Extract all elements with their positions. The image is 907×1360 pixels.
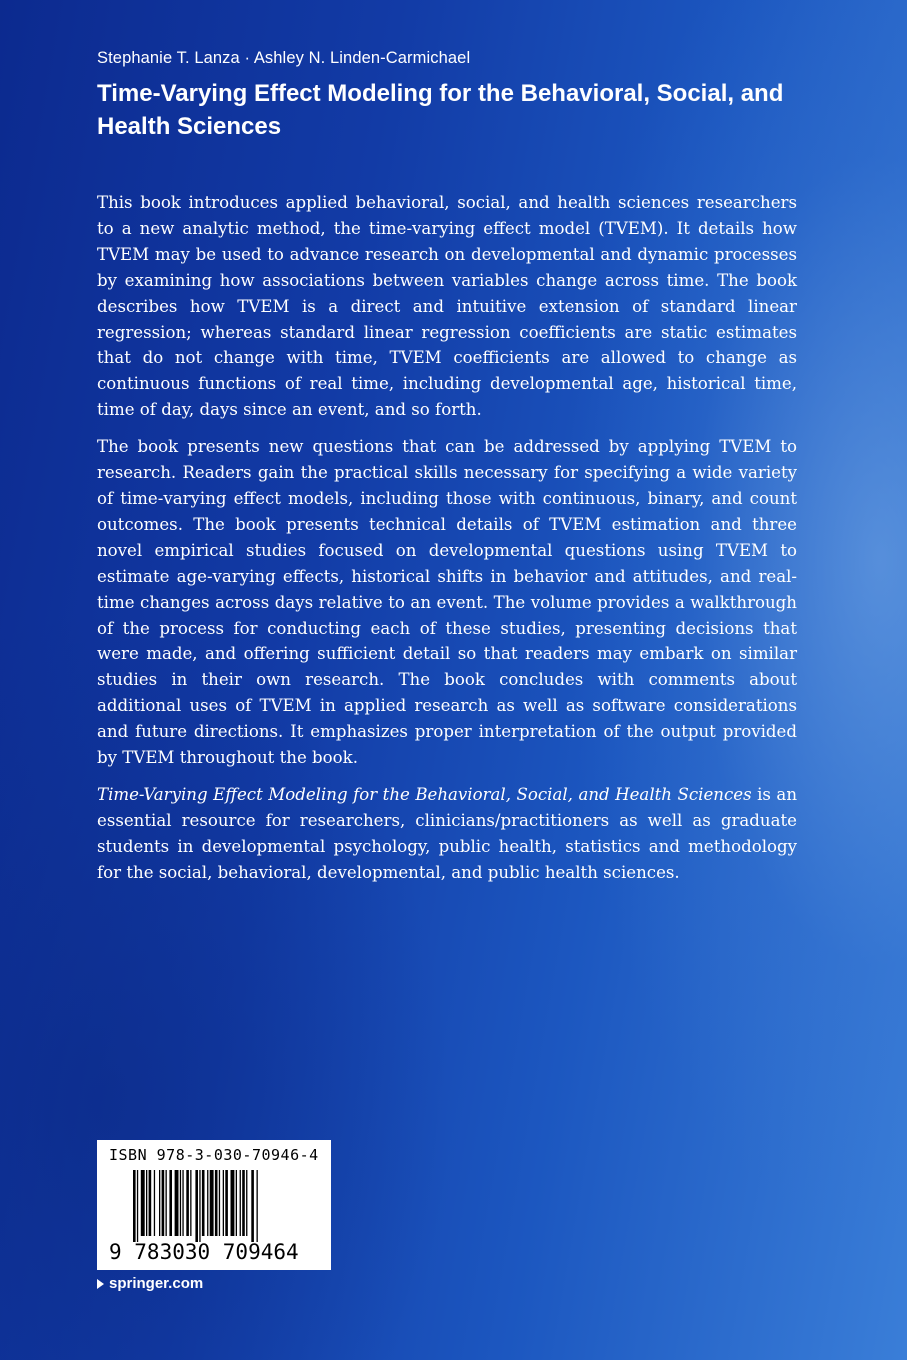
barcode-bar	[242, 1170, 245, 1236]
barcode-bar	[246, 1170, 247, 1236]
barcode-bar	[207, 1170, 208, 1236]
barcode-bar	[223, 1170, 224, 1236]
barcode-bar	[251, 1170, 254, 1242]
book-title: Time-Varying Effect Modeling for the Behavioral, Social, and Health Sciences	[97, 80, 784, 140]
isbn-barcode	[97, 1140, 331, 1270]
barcode-bar	[149, 1170, 152, 1236]
barcode-bar	[195, 1170, 198, 1242]
blurb-title-italic: Time-Varying Effect Modeling for the Behavioral, Social, and Health Sciences	[97, 784, 752, 804]
barcode-digits: 9 783030 709464	[109, 1240, 299, 1264]
blurb-paragraph-3-text: is an essential resource for researchers, clinicians/practitioners as well as graduate students in developmental psychology, public health, statistics and methodology for the social, behavioral, developmental, and public health sciences.	[97, 784, 798, 882]
blurb-paragraph-2: The book presents new questions that can be addressed by applying TVEM to research. Readers gain the practical skills necessary for specifying a wide variety of time-varying effect models, including those with continuous, binary, and count outcomes. The book presents technical details of TVEM estimation and three novel empirical studies focused on developmental questions using TVEM to estimate age-varying effects, historical shifts in behavior and attitudes, and real-time changes across days relative to an event. The volume provides a walkthrough of the process for conducting each of these studies, presenting decisions that were made, and offering sufficient detail so that readers may embark on similar studies in their own research. The book concludes with comments about additional uses of TVEM in applied research as well as software considerations and future directions. It emphasizes proper interpretation of the output provided by TVEM throughout the book.	[97, 437, 797, 768]
barcode-bar	[154, 1170, 155, 1236]
barcode-bar	[231, 1170, 235, 1236]
barcode-bar	[236, 1170, 237, 1236]
barcode-bar	[215, 1170, 218, 1236]
barcode-bar	[240, 1170, 241, 1236]
barcode-bar	[225, 1170, 228, 1236]
publisher-website: springer.com	[109, 1275, 204, 1292]
barcode-bar	[210, 1170, 214, 1236]
arrow-right-icon	[97, 1279, 104, 1289]
description-blurb	[97, 190, 797, 897]
barcode-bar	[141, 1170, 145, 1236]
barcode-bar	[257, 1170, 258, 1242]
barcode-bar	[166, 1170, 167, 1236]
barcode-bar	[162, 1170, 165, 1236]
barcode-bar	[202, 1170, 205, 1236]
barcode-bars	[133, 1170, 323, 1242]
barcode-bar	[182, 1170, 183, 1236]
barcode-bar	[137, 1170, 138, 1242]
blurb-paragraph-3	[97, 782, 797, 886]
isbn-label: ISBN 978-3-030-70946-4	[109, 1146, 319, 1164]
barcode-bar	[133, 1170, 136, 1242]
barcode-bar	[169, 1170, 172, 1236]
blurb-paragraph-1: This book introduces applied behavioral, social, and health sciences researchers to a new analytic method, the time-varying effect model (TVEM). It details how TVEM may be used to advance research on developmental and dynamic processes by examining how associations between variables change across time. The book describes how TVEM is a direct and intuitive extension of standard linear regression; whereas standard linear regression coefficients are static estimates that do not change with time, TVEM coefficients are allowed to change as continuous functions of real time, including developmental age, historical time, time of day, days since an event, and so forth.	[97, 193, 797, 420]
barcode-bar	[199, 1170, 200, 1242]
barcode-bar	[175, 1170, 179, 1236]
barcode-bar	[146, 1170, 147, 1236]
barcode-bar	[159, 1170, 160, 1236]
barcode-bar	[190, 1170, 191, 1236]
barcode-bar	[186, 1170, 189, 1236]
authors: Stephanie T. Lanza · Ashley N. Linden-Carmichael	[97, 49, 471, 67]
barcode-bar	[219, 1170, 220, 1236]
barcode-bar	[180, 1170, 181, 1236]
publisher-link[interactable]	[97, 1275, 203, 1292]
